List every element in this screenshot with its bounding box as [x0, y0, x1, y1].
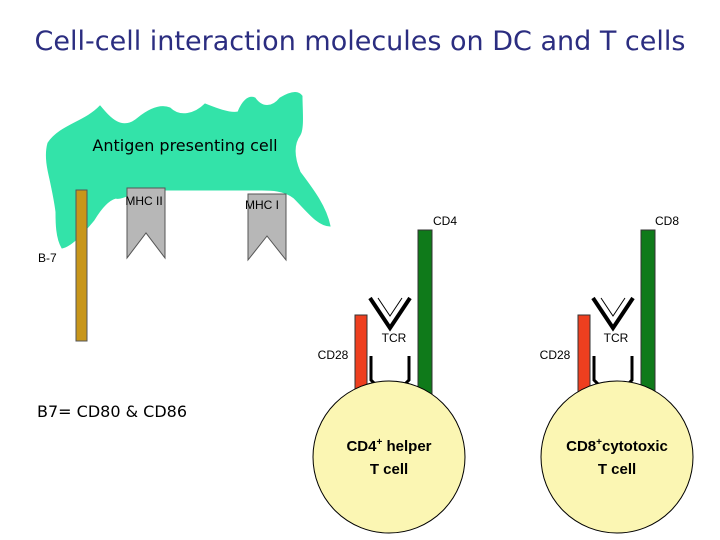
cd8-cytotoxic-t-cell — [541, 381, 693, 533]
cd4-helper-t-cell — [313, 381, 465, 533]
cd28-right-label: CD28 — [539, 348, 571, 362]
b7-note: B7= CD80 & CD86 — [37, 402, 187, 421]
helper-cell-label-line1: CD4+ helper — [346, 437, 432, 455]
cytotoxic-cell-label-line1: CD8+cytotoxic — [566, 437, 668, 455]
tcr-right-label: TCR — [603, 331, 629, 345]
cd8-molecule — [641, 230, 655, 400]
apc-label: Antigen presenting cell — [92, 136, 278, 155]
tcr-left-receptor — [370, 298, 410, 392]
cd28-left-label: CD28 — [317, 348, 349, 362]
page-title: Cell-cell interaction molecules on DC and T cells — [34, 26, 686, 57]
antigen-presenting-cell-shape — [47, 92, 331, 248]
cd8-label: CD8 — [654, 214, 680, 228]
mhc-i-label: MHC I — [245, 198, 279, 212]
mhc-ii-label: MHC II — [125, 194, 163, 208]
tcr-right-receptor — [593, 298, 633, 392]
cytotoxic-cell-label-line2: T cell — [597, 461, 637, 478]
b7-label: B-7 — [38, 251, 57, 265]
cd4-label: CD4 — [432, 214, 458, 228]
cd28-right-molecule — [578, 315, 590, 393]
helper-cell-label-line2: T cell — [369, 461, 409, 478]
tcr-left-label: TCR — [381, 331, 407, 345]
cd28-left-molecule — [355, 315, 367, 393]
cd4-molecule — [418, 230, 432, 400]
b7-molecule — [76, 190, 87, 341]
